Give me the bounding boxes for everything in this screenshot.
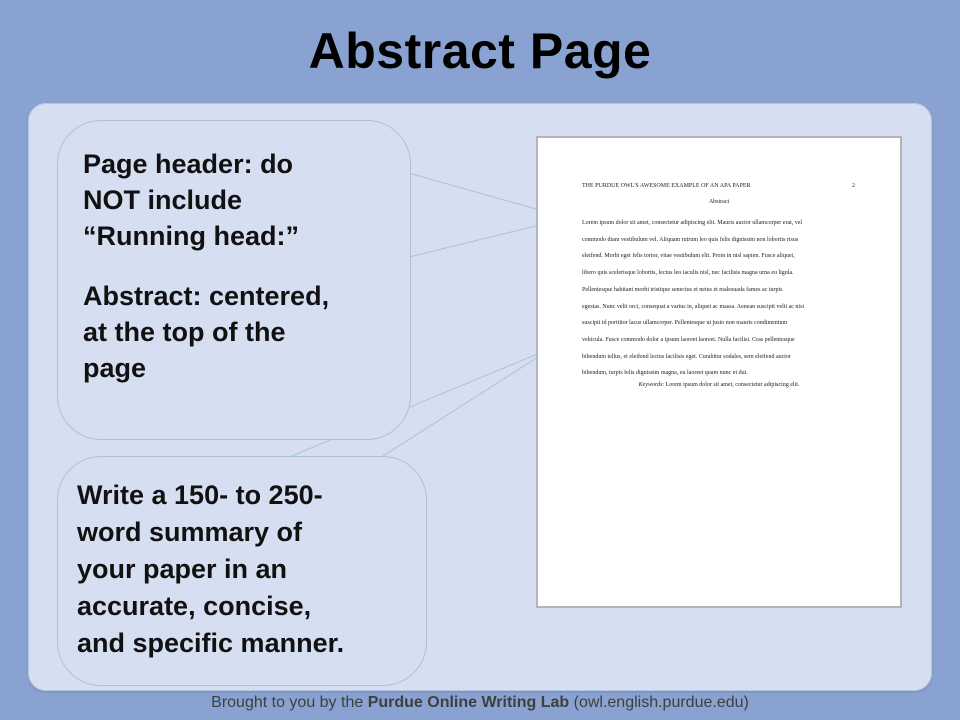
summary-note-line: word summary of [77, 517, 303, 547]
paper-line: bibendum, turpis felis dignissim magna, eu laoreet quam nunc et dui. [582, 370, 748, 377]
paper-keywords [538, 382, 900, 388]
summary-note-line: Write a 150- to 250- [77, 480, 323, 510]
paper-line: Lorem ipsum dolor sit amet, consectetur adipiscing elit. Mauris auctor ullamcorper erat, vel [582, 220, 803, 226]
paper-line: commodo diam vestibulum vel. Aliquam rutrum leo quis felis dignissim non lobortis risus [582, 236, 799, 243]
paper-keywords-text: : Lorem ipsum dolor sit amet, consectetur adipiscing elit. [662, 382, 800, 388]
sample-paper-page [536, 136, 902, 608]
footer-lab-name: Purdue Online Writing Lab [367, 694, 570, 711]
callout-header-abstract-text [83, 146, 393, 386]
summary-note-line: your paper in an [77, 554, 288, 584]
abstract-note-line: at the top of the [83, 317, 286, 347]
paper-line: vehicula. Fusce commodo dolor a ipsum laoreet laoreet. Nulla facilisi. Cras pellentesque [582, 336, 795, 343]
summary-note-line: and specific manner. [77, 628, 345, 658]
paper-line: bibendum tellus, et eleifend lectus facilisis eget. Curabitur sodales, sem eleifend auctor [582, 353, 791, 360]
footer-suffix: (owl.english.purdue.edu) [569, 694, 749, 711]
paper-abstract-body [582, 215, 804, 382]
slide-title: Abstract Page [308, 23, 652, 79]
header-note-line: Page header: do [83, 149, 294, 179]
header-note-line: “Running head:” [83, 221, 299, 251]
paper-page-number: 2 [852, 183, 855, 189]
paper-line: libero quis scelerisque lobortis, lectus leo iaculis nisl, nec facilisis magna urna eu ligula. [582, 270, 794, 277]
paper-running-header: THE PURDUE OWL'S AWESOME EXAMPLE OF AN APA PAPER [582, 183, 751, 189]
footer-prefix: Brought to you by the [211, 694, 368, 711]
paper-line: Pellentesque habitant morbi tristique senectus et netus et malesuada fames ac turpis [582, 286, 783, 293]
abstract-note-line: page [83, 353, 147, 383]
paper-keywords-label: Keywords [638, 382, 663, 388]
paper-line: egestas. Nunc velit orci, consequat a varius in, aliquet ac massa. Aenean suscipit velit ac nisi [582, 303, 805, 310]
summary-note-line: accurate, concise, [77, 591, 312, 621]
paper-line: suscipit id porttitor lacus ullamcorper. Pellentesque ut justo non mauris condimentum [582, 320, 788, 327]
footer-credit [0, 694, 960, 712]
callout-summary-text [77, 477, 407, 662]
paper-line: eleifend. Morbi eget felis tortor, vitae vestibulum elit. Proin in nisl sapien. Fusce aliquet, [582, 253, 795, 260]
paper-abstract-heading: Abstract [708, 199, 730, 205]
abstract-note-line: Abstract: centered, [83, 281, 330, 311]
header-note-line: NOT include [83, 185, 243, 215]
